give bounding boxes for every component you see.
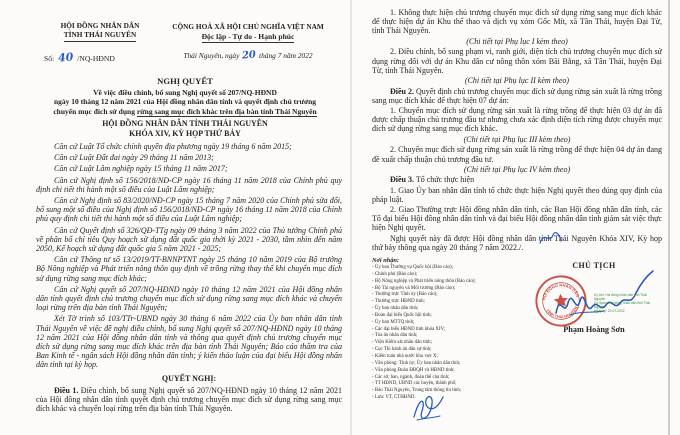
article-1-paragraph	[36, 386, 342, 414]
article-1-label: Điều 1.	[54, 385, 79, 395]
appendix-note: (Chi tiết tại Phụ lục I kèm theo)	[466, 36, 568, 46]
citation-paragraph: Căn cứ Luật Tổ chức chính quyền địa phương ngày 19 tháng 6 năm 2015;	[54, 142, 292, 151]
org-name-line2: TỈNH THÁI NGUYÊN	[64, 31, 136, 42]
recipient-item: - Ủy ban MTTQ tỉnh;	[372, 319, 415, 325]
recipient-item: - Tòa án nhân dân tỉnh;	[372, 333, 418, 339]
citation-paragraph: Căn cứ Nghị định số 83/2020/NĐ-CP ngày 15 tháng 7 năm 2020 của Chính phủ sửa đổi, bổ sung một số điều của Nghị định số 156/2018/NĐ-CP ngày 16 tháng 11 năm 2018 của Chính phủ quy định chi tiết thi hành một số điều của Luật Lâm nghiệp;	[36, 196, 342, 224]
body-paragraph: 1. Chuyển mục đích sử dụng rừng sản xuất là rừng trồng để thực hiện 03 dự án đã được chấp thuận chủ trương đầu tư nhưng chưa xác định diện tích rừng được chuyển mục đích sử dụng rừng sang mục đích khác.	[372, 106, 662, 134]
council-line: HỘI ĐỒNG NHÂN DÂN TỈNH THÁI NGUYÊN	[102, 119, 268, 128]
recipient-item: - Cục Thi hành án dân sự tỉnh;	[372, 347, 432, 353]
appendix-note: (Chi tiết tại Phụ lục II kèm theo)	[464, 75, 570, 85]
citation-paragraph: Căn cứ Nghị quyết số 207/NQ-HĐND ngày 10 tháng 12 năm 2021 của Hội đồng nhân dân tỉnh quyết định chủ trương chuyển mục đích sử dụng rừng sang mục đích khác và chuyển loại rừng trên địa bàn tỉnh Thái Nguyên;	[36, 284, 342, 313]
citation-paragraph: Xét Tờ trình số 103/TTr-UBND ngày 30 tháng 6 năm 2022 của Ủy ban nhân dân tỉnh Thái Nguyên về việc đề nghị điều chỉnh, bổ sung Nghị quyết số 207/NQ-HĐND ngày 10 tháng 12 năm 2021 của Hội đồng nhân dân tỉnh và thông qua quyết định chủ trương chuyển mục đích sử dụng rừng sang mục đích khác trên địa bàn tỉnh Thái Nguyên; Báo cáo thẩm tra của Ban Kinh tế - ngân sách Hội đồng nhân dân tỉnh; ý kiến thảo luận của đại biểu Hội đồng nhân dân tỉnh tại kỳ họp.	[36, 314, 342, 370]
national-motto-block	[156, 22, 340, 61]
article-1-text: Điều chỉnh, bổ sung Nghị quyết số 207/NQ-HĐND ngày 10 tháng 12 năm 2021 của Hội đồng nhân dân tỉnh quyết định chủ trương chuyển mục đích sử dụng rừng sang mục đích khác và chuyển loại rừng trên địa bàn tỉnh Thái Nguyên.	[36, 385, 342, 414]
recipient-item: - Lưu: VT, CTHĐND.	[372, 395, 416, 401]
recipient-item: - Thường trực Tỉnh ủy (Báo cáo);	[372, 292, 438, 298]
recipient-item: - Bộ Nông nghiệp và Phát triển nông thôn (Báo cáo);	[372, 278, 476, 284]
digsig-line: Ký bởi: Hội đồng nhân dân tỉnh Thái Nguyên	[594, 293, 647, 301]
article-2-label: Điều 2.	[390, 86, 415, 96]
place-date-line	[156, 50, 340, 61]
council-session-heading	[28, 119, 342, 138]
citation-paragraph: Căn cứ Luật Đất đai ngày 29 tháng 11 năm 2013;	[54, 153, 214, 163]
citation-paragraph: Căn cứ Nghị định số 156/2018/NĐ-CP ngày 16 tháng 11 năm 2018 của Chính phủ quy định chi tiết thi hành một số điều của Luật Lâm nghiệp;	[36, 175, 342, 194]
handwritten-number: 40	[57, 50, 74, 65]
article-2-paragraph	[372, 87, 662, 105]
signer-title: CHỦ TỊCH	[572, 261, 616, 270]
session-line: KHÓA XIV, KỲ HỌP THỨ BẢY	[129, 128, 241, 138]
recipient-item: - Kiểm toán nhà nước khu vực X;	[372, 353, 438, 359]
recipient-item: - Chính phủ (Báo cáo);	[372, 271, 418, 277]
scan-edge-line	[668, 0, 670, 435]
appendix-note: (Chi tiết tại Phụ lục III kèm theo)	[463, 134, 571, 144]
recipient-item: - Báo Thái Nguyên, Trung tâm thông tin tỉnh;	[372, 388, 462, 394]
org-name-line1: HỘI ĐỒNG NHÂN DÂN	[60, 21, 140, 30]
article-3-label: Điều 3.	[390, 175, 414, 185]
seal-bottom-text: TỈNH THÁI NGUYÊN	[545, 305, 579, 320]
article-2-text: Quyết định chủ trương chuyển mục đích sử dụng rừng sản xuất là rừng trồng sang mục đích khác để thực hiện 07 dự án:	[372, 86, 663, 105]
citation-paragraph: Căn cứ Quyết định số 326/QĐ-TTg ngày 09 tháng 3 năm 2022 của Thủ tướng Chính phủ về phân bổ chỉ tiêu Quy hoạch sử dụng đất quốc gia thời kỳ 2021 - 2030, tầm nhìn đến năm 2050, Kế hoạch sử dụng đất quốc gia 5 năm 2021 - 2025;	[36, 225, 342, 254]
signer-name: Phạm Hoàng Sơn	[563, 325, 625, 334]
article-3-paragraph	[372, 175, 662, 184]
body-paragraph: 2. Chuyển mục đích sử dụng rừng sản xuất là rừng trồng để thực hiện 04 dự án đang đề xuất chấp thuận chủ trương đầu tư.	[372, 145, 662, 164]
recipient-item: - Văn phòng Đoàn ĐBQH và HĐND tỉnh;	[372, 367, 455, 373]
recipient-item: - Ủy ban nhân dân tỉnh;	[372, 306, 419, 312]
title-line3-underlined: rừng sang mục đích khác trên địa bàn tỉnh Thái Nguyên	[136, 106, 317, 116]
recipient-item: - Đoàn đại biểu Quốc hội tỉnh;	[372, 312, 432, 318]
title-line3	[28, 107, 342, 116]
recipients-heading: Nơi nhận:	[372, 257, 400, 264]
handwritten-initial-scribble	[407, 389, 449, 425]
handwritten-initial-mark	[537, 226, 563, 250]
date-pre: Thái Nguyên, ngày	[183, 51, 240, 60]
closing-paragraph: Nghị quyết này đã được Hội đồng nhân dân tỉnh Thái Nguyên Khóa XIV, Kỳ họp thứ bảy thông qua ngày 20 tháng 7 năm 2022./.	[372, 233, 662, 252]
right-page-body	[372, 8, 662, 253]
title-line2: ngày 10 tháng 12 năm 2021 của Hội đồng nhân dân tỉnh và quyết định chủ trương	[53, 97, 317, 107]
national-motto: Độc lập - Tự do - Hạnh phúc	[201, 32, 295, 41]
body-paragraph: 1. Không thực hiện chủ trương chuyển mục đích sử dụng rừng sang mục đích khác để thực hiện dự án Khu thể thao và dịch vụ xóm Gốc Mít, xã Tân Thái, huyện Đại Từ, tỉnh Thái Nguyên.	[372, 8, 662, 36]
body-paragraph: 1. Giao Ủy ban nhân dân tỉnh tổ chức thực hiện Nghị quyết theo đúng quy định của pháp luật.	[372, 185, 662, 204]
recipient-item: - Ủy ban Thường vụ Quốc hội (Báo cáo);	[372, 265, 453, 270]
document-title-block	[28, 76, 342, 116]
recipients-block	[372, 257, 542, 402]
body-paragraph: 2. Điều chỉnh, bổ sung phạm vi, ranh giới, diện tích chủ trương chuyển mục đích sử dụng rừng đối với dự án Khu dân cư nông thôn xóm Bãi Bằng, xã Tân Thái, huyện Đại Từ, tỉnh Thái Nguyên.	[372, 47, 662, 75]
resolve-heading: QUYẾT NGHỊ:	[161, 373, 217, 383]
recipient-item: - Các sở, ban, ngành, đoàn thể của tỉnh;	[372, 374, 450, 380]
digital-signature-info	[594, 294, 656, 314]
national-title: CỘNG HOÀ XÃ HỘI CHỦ NGHĨA VIỆT NAM	[172, 22, 324, 31]
document-number-line	[44, 51, 115, 64]
recipient-item: - Các đại biểu HĐND tỉnh khóa XIV;	[372, 326, 446, 332]
article-3-text: Tổ chức thực hiện	[414, 175, 475, 185]
number-suffix: /NQ-HĐND	[77, 54, 115, 63]
page-fold-divider	[350, 0, 352, 435]
citation-paragraph: Căn cứ Luật Lâm nghiệp ngày 15 tháng 11 năm 2017;	[54, 164, 228, 174]
issuing-org-block	[36, 22, 164, 42]
title-line3-plain: chuyển mục đích sử dụng	[53, 106, 137, 116]
digsig-line: Cơ quan: Hội đồng nhân dân tỉnh Thái Nguyên	[594, 300, 650, 309]
seal-top-text: HỘI ĐỒNG NHÂN DÂN	[541, 282, 581, 301]
handwritten-day: 20	[241, 49, 257, 62]
digsig-line: Ngày ký: 20-07-2022	[594, 308, 625, 313]
recipient-item: - Viện Kiểm sát nhân dân tỉnh;	[372, 340, 432, 346]
title-line1: Về việc điều chỉnh, bổ sung Nghị quyết số 207/NQ-HĐND	[93, 88, 277, 97]
recipient-item: - TT HĐND, UBND các huyện, thành phố;	[372, 381, 457, 387]
appendix-note: (Chi tiết tại Phụ lục IV kèm theo)	[463, 164, 571, 174]
recipient-item: - Thường trực HĐND tỉnh;	[372, 299, 425, 305]
left-page-body	[36, 142, 342, 415]
recipient-item: - Bộ Tài nguyên và Môi trường (Báo cáo);	[372, 285, 456, 291]
document-type-heading: NGHỊ QUYẾT	[157, 76, 213, 86]
number-prefix: Số:	[44, 54, 55, 63]
body-paragraph: 2. Giao Thường trực Hội đồng nhân dân tỉnh, các Ban Hội đồng nhân dân tỉnh, các Tổ đại biểu Hội đồng nhân dân tỉnh và đại biểu Hội đồng nhân dân tỉnh giám sát việc thực hiện Nghị quyết.	[372, 205, 662, 233]
signature-block	[518, 261, 670, 334]
recipient-item: - Văn phòng: Tỉnh ủy; Ủy ban nhân dân tỉnh;	[372, 360, 461, 366]
date-post: tháng 7 năm 2022	[259, 51, 313, 60]
citation-paragraph: Căn cứ Thông tư số 13/2019/TT-BNNPTNT ngày 25 tháng 10 năm 2019 của Bộ trưởng Bộ Nông nghiệp và Phát triển nông thôn quy định về trồng rừng thay thế khi chuyển mục đích sử dụng rừng sang mục đích khác;	[36, 255, 342, 283]
